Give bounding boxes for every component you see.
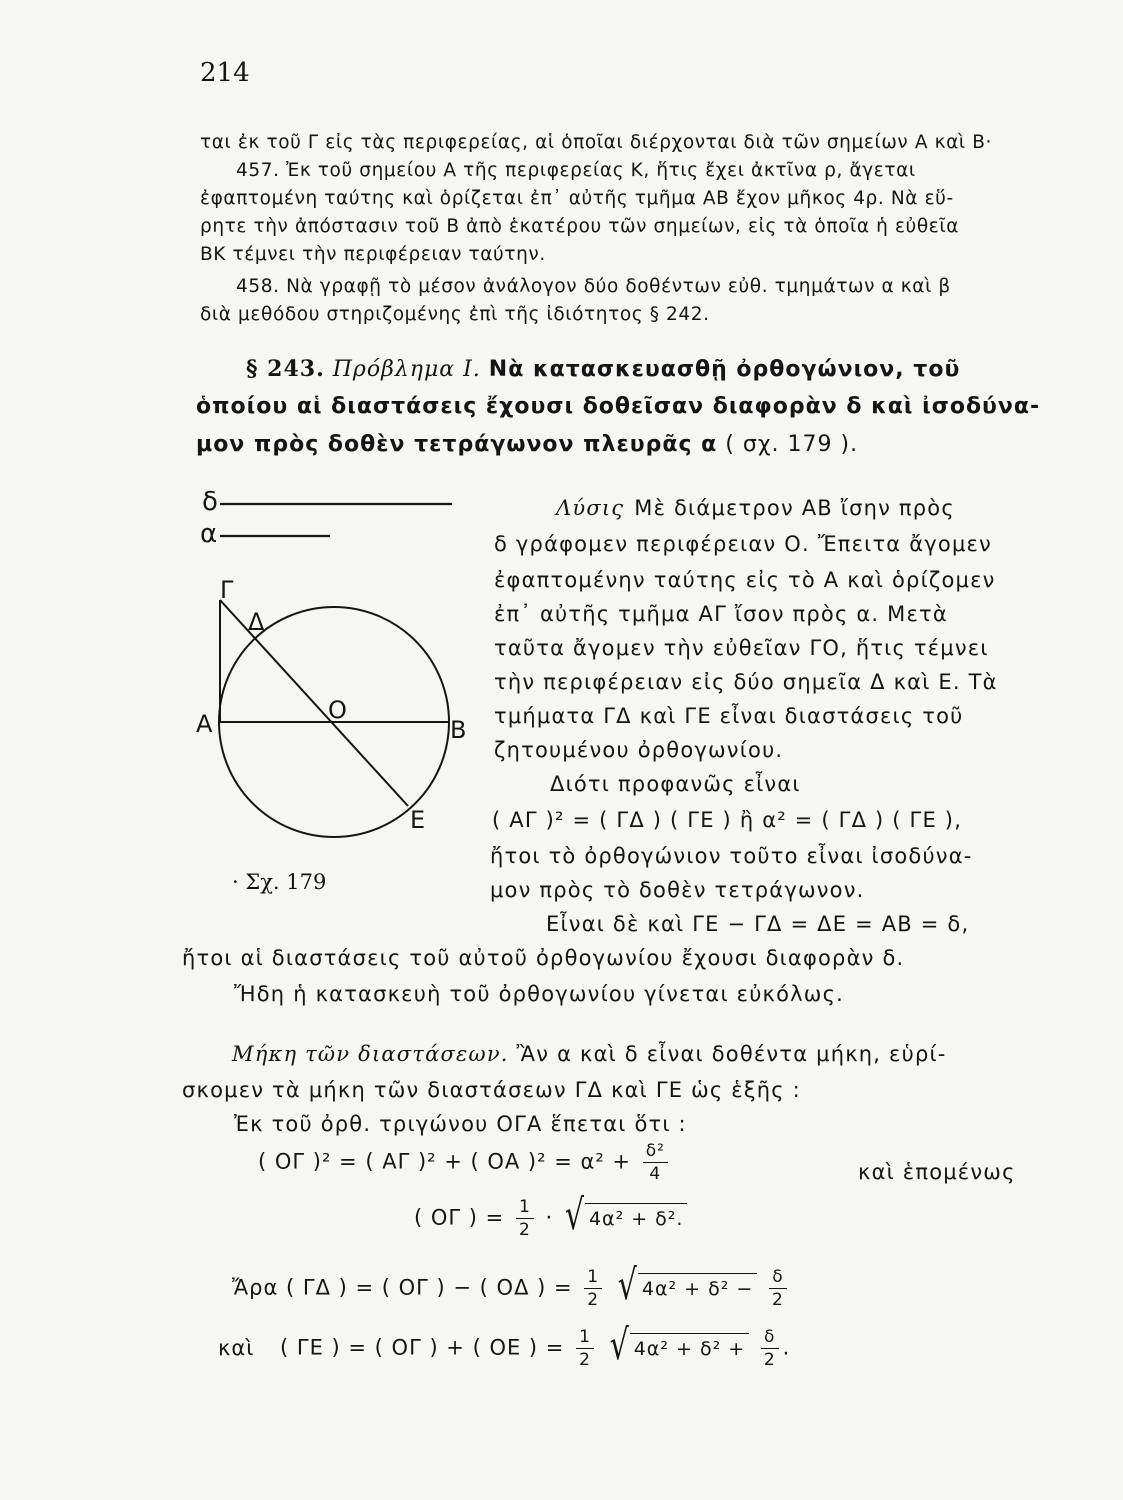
equation-3-lhs: ( ΓΔ ) = ( ΟΓ ) − ( ΟΔ ) = — [286, 1275, 573, 1300]
exercise-text-line: ρητε τὴν ἀπόστασιν τοῦ Β ἀπὸ ἑκατέρου τῶν σημείων, εἰς τὰ ὁποῖα ἡ εὐθεῖα — [200, 216, 960, 237]
lengths-label: Μήκη τῶν διαστάσεων. — [232, 1042, 509, 1066]
solution-line: ἐπ᾽ αὐτῆς τμῆμα ΑΓ ἴσον πρὸς α. Μετὰ — [494, 602, 948, 626]
solution-line: Διότι προφανῶς εἶναι — [550, 772, 801, 796]
radicand: 4α² + δ² − — [638, 1273, 757, 1300]
point-delta-label: Δ — [248, 608, 265, 636]
exercise-text-line: ΒΚ τέμνει τὴν περιφέρειαν ταύτην. — [200, 244, 546, 265]
radical-icon: √ — [609, 1320, 630, 1370]
point-o-label: Ο — [328, 696, 347, 724]
equation-3 — [232, 1260, 791, 1311]
problem-heading-line-3 — [196, 432, 858, 457]
lengths-line: σκομεν τὰ μήκη τῶν διαστάσεων ΓΔ καὶ ΓΕ ὡς ἑξῆς : — [182, 1078, 801, 1102]
lengths-first-line — [232, 1042, 947, 1066]
solution-text: Μὲ διάμετρον ΑΒ ἴσην πρὸς — [634, 496, 955, 520]
problem-title-part: Νὰ κατασκευασθῇ ὀρθογώνιον, τοῦ — [488, 357, 961, 382]
problem-title-part: ὁποίου αἱ διαστάσεις ἔχουσι δοθεῖσαν διαφορὰν δ καὶ ἰσοδύνα- — [196, 394, 1041, 419]
fraction: $\frac{\text{δ²}}{4}$ — [643, 1140, 668, 1185]
problem-heading-line-2 — [196, 394, 1040, 419]
equation-2 — [414, 1190, 687, 1241]
equation-1 — [258, 1140, 672, 1185]
lengths-line: Ἐκ τοῦ ὀρθ. τριγώνου ΟΓΑ ἕπεται ὅτι : — [234, 1112, 687, 1136]
page-number: 214 — [200, 58, 250, 88]
radical-icon: √ — [617, 1260, 638, 1310]
fraction: $\frac{\delta}{2}$ — [761, 1326, 779, 1371]
fraction: $\frac{1}{2}$ — [516, 1196, 534, 1241]
equation-2-lhs: ( ΟΓ ) = — [414, 1205, 505, 1230]
solution-line: τὴν περιφέρειαν εἰς δύο σημεῖα Δ καὶ Ε. Τὰ — [494, 670, 998, 694]
solution-line: τμήματα ΓΔ καὶ ΓΕ εἶναι διαστάσεις τοῦ — [494, 704, 964, 728]
fraction: $\frac{\delta}{2}$ — [769, 1266, 787, 1311]
multiplication-dot: · — [545, 1205, 554, 1230]
solution-equation: Εἶναι δὲ καὶ ΓΕ − ΓΔ = ΔΕ = ΑΒ = δ, — [546, 912, 970, 936]
radicand: 4α² + δ². — [585, 1203, 688, 1230]
figure-179 — [190, 480, 480, 900]
exercise-457-title: 457. Ἐκ τοῦ σημείου Α τῆς περιφερείας Κ, ἥτις ἔχει ἀκτῖνα ρ, ἄγεται — [236, 160, 916, 181]
lengths-text: Ἂν α καὶ δ εἶναι δοθέντα μήκη, εὑρί- — [516, 1042, 947, 1066]
delta-segment-label: δ — [202, 487, 218, 517]
exercise-text-line: ἐφαπτομένη ταύτης καὶ ὁρίζεται ἐπ᾽ αὐτῆς τμῆμα ΑΒ ἔχον μῆκος 4ρ. Νὰ εὕ- — [200, 188, 954, 209]
solution-equation: ( ΑΓ )² = ( ΓΔ ) ( ΓΕ ) ἢ α² = ( ΓΔ ) ( ΓΕ ), — [492, 808, 963, 832]
problem-title-part: μον πρὸς δοθὲν τετράγωνον πλευρᾶς α — [196, 432, 718, 457]
equation-4-lhs: ( ΓΕ ) = ( ΟΓ ) + ( ΟΕ ) = — [280, 1335, 565, 1360]
solution-first-line — [556, 496, 955, 520]
solution-line: ἤτοι τὸ ὀρθογώνιον τοῦτο εἶναι ἰσοδύνα- — [490, 844, 973, 868]
radical-icon: √ — [564, 1190, 585, 1240]
radicand: 4α² + δ² + — [630, 1333, 749, 1360]
section-number: § 243. — [246, 356, 325, 382]
problem-heading-line-1 — [246, 356, 960, 382]
point-e-label: Ε — [410, 806, 426, 834]
equation-1-lhs: ( ΟΓ )² = ( ΑΓ )² + ( ΟΑ )² = α² + — [258, 1149, 632, 1174]
solution-line: ταῦτα ἄγομεν τὴν εὐθεῖαν ΓΟ, ἥτις τέμνει — [494, 636, 989, 660]
fraction: $\frac{1}{2}$ — [584, 1266, 602, 1311]
equation-4 — [218, 1320, 791, 1371]
point-a-label: Α — [196, 710, 213, 738]
exercise-458-title: 458. Νὰ γραφῇ τὸ μέσον ἀνάλογον δύο δοθέντων εὐθ. τμημάτων α καὶ β — [236, 276, 951, 297]
solution-line: μον πρὸς τὸ δοθὲν τετράγωνον. — [490, 878, 865, 902]
exercise-text-line: διὰ μεθόδου στηριζομένης ἐπὶ τῆς ἰδιότητος § 242. — [200, 304, 710, 325]
solution-line: ἤτοι αἱ διαστάσεις τοῦ αὐτοῦ ὀρθογωνίου ἔχουσι διαφορὰν δ. — [182, 946, 905, 970]
solution-label: Λύσις — [556, 496, 625, 520]
equation-3-prefix: Ἄρα — [232, 1275, 279, 1300]
alpha-segment-label: α — [200, 519, 218, 549]
point-gamma-label: Γ — [220, 576, 234, 604]
exercise-text-line: ται ἐκ τοῦ Γ εἰς τὰς περιφερείας, αἱ ὁποῖαι διέρχονται διὰ τῶν σημείων Α καὶ Β· — [200, 132, 992, 153]
equation-4-prefix: καὶ — [218, 1335, 255, 1360]
figure-reference: ( σχ. 179 ). — [725, 432, 859, 457]
point-b-label: Β — [450, 716, 467, 744]
problem-label: Πρόβλημα Ι. — [332, 357, 481, 382]
solution-line: ζητουμένου ὀρθογωνίου. — [494, 738, 784, 762]
figure-caption: · Σχ. 179 — [232, 870, 327, 894]
equation-1-tail: καὶ ἑπομένως — [858, 1160, 1016, 1184]
solution-line: Ἤδη ἡ κατασκευὴ τοῦ ὀρθογωνίου γίνεται εὐκόλως. — [234, 982, 844, 1006]
period: . — [782, 1335, 791, 1360]
solution-line: δ γράφομεν περιφέρειαν Ο. Ἔπειτα ἄγομεν — [494, 532, 992, 556]
fraction: $\frac{1}{2}$ — [576, 1326, 594, 1371]
solution-line: ἐφαπτομένην ταύτης εἰς τὸ Α καὶ ὁρίζομεν — [494, 568, 996, 592]
